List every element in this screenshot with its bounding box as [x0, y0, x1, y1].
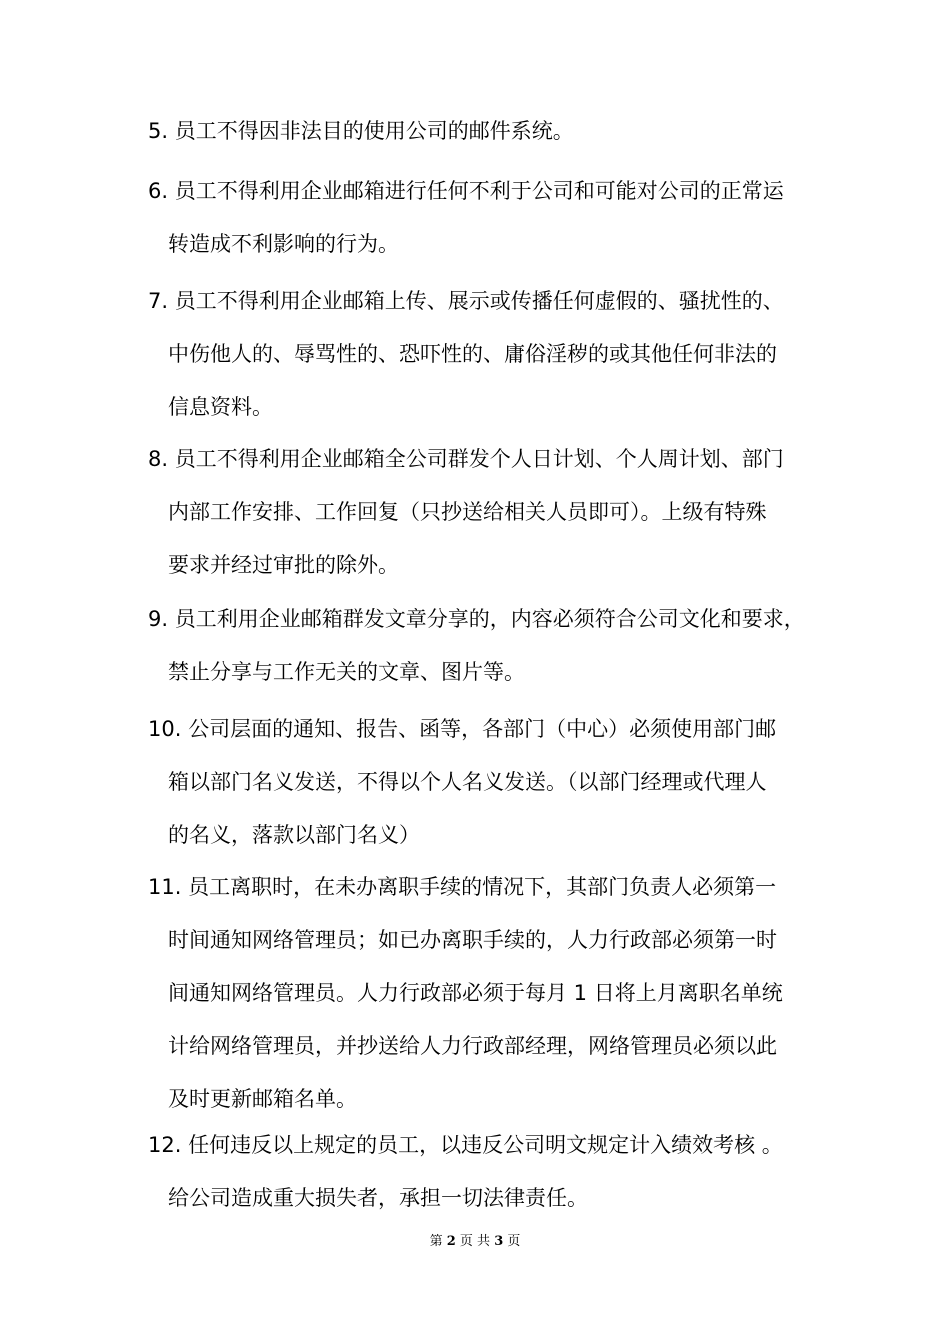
rule-item-5	[148, 118, 848, 171]
rule-item-11	[148, 874, 848, 1139]
rule-line: 及时更新邮箱名单。	[168, 1087, 357, 1111]
rule-line: 禁止分享与工作无关的文章、图片等。	[168, 660, 525, 684]
rule-line: 转造成不利影响的行为。	[168, 232, 399, 256]
rule-line: 的名义，落款以部门名义）	[168, 823, 420, 847]
footer-prefix: 第	[429, 1234, 443, 1249]
rule-line: 12. 任何违反以上规定的员工，以违反公司明文规定计入绩效考核 。	[148, 1133, 783, 1157]
rule-line: 5. 员工不得因非法目的使用公司的邮件系统。	[148, 119, 574, 143]
rule-item-9	[148, 606, 848, 712]
current-page-number: 2	[446, 1234, 456, 1249]
rule-item-12	[148, 1132, 848, 1238]
rule-line: 时间通知网络管理员；如已办离职手续的，人力行政部必须第一时	[168, 928, 777, 952]
rule-line: 要求并经过审批的除外。	[168, 553, 399, 577]
footer-suffix: 页	[507, 1234, 521, 1249]
rule-line: 中伤他人的、辱骂性的、恐吓性的、庸俗淫秽的或其他任何非法的	[168, 342, 777, 366]
footer-middle: 页 共	[459, 1234, 491, 1249]
rule-line: 10. 公司层面的通知、报告、函等，各部门（中心）必须使用部门邮	[148, 717, 777, 741]
rule-item-10	[148, 716, 848, 875]
rule-line: 内部工作安排、工作回复（只抄送给相关人员即可）。上级有特殊	[168, 500, 767, 524]
rule-item-6	[148, 178, 848, 284]
page-footer	[0, 1230, 950, 1249]
rule-line: 计给网络管理员，并抄送给人力行政部经理，网络管理员必须以此	[168, 1034, 777, 1058]
rule-line: 信息资料。	[168, 395, 273, 419]
rule-line: 11. 员工离职时，在未办离职手续的情况下，其部门负责人必须第一	[148, 875, 777, 899]
rule-line: 8. 员工不得利用企业邮箱全公司群发个人日计划、个人周计划、部门	[148, 447, 784, 471]
rule-item-7	[148, 288, 848, 447]
rule-line: 给公司造成重大损失者，承担一切法律责任。	[168, 1186, 588, 1210]
total-page-number: 3	[494, 1234, 504, 1249]
rule-line: 间通知网络管理员。人力行政部必须于每月 1 日将上月离职名单统	[168, 981, 783, 1005]
rule-line: 6. 员工不得利用企业邮箱进行任何不利于公司和可能对公司的正常运	[148, 179, 784, 203]
rule-line: 7. 员工不得利用企业邮箱上传、展示或传播任何虚假的、骚扰性的、	[148, 289, 784, 313]
rule-line: 箱以部门名义发送，不得以个人名义发送。（以部门经理或代理人	[168, 770, 767, 794]
rule-line: 9. 员工利用企业邮箱群发文章分享的，内容必须符合公司文化和要求，	[148, 607, 805, 631]
rule-item-8	[148, 446, 848, 605]
